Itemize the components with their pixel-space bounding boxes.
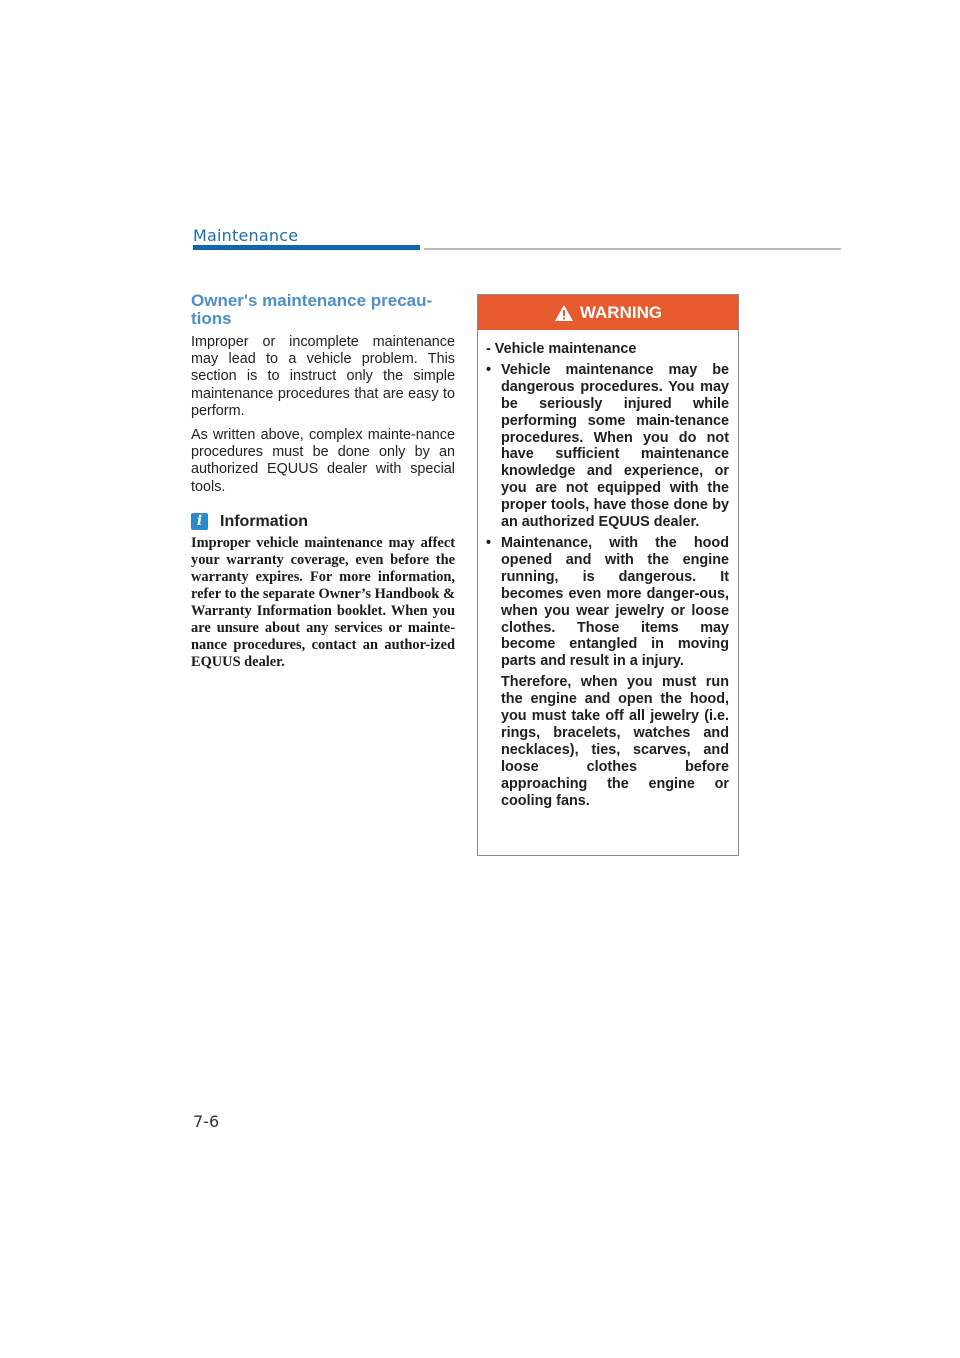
bullet-icon: •: [486, 534, 492, 551]
warning-continuation: Therefore, when you must run the engine and open the hood, you must take off all jewelry (i.e. rings, bracelets, watches and necklaces), ties, scarves, and loose clothes before approaching the engine or cooling fans.: [501, 674, 729, 809]
warning-bullet-text: Vehicle maintenance may be dangerous procedures. You may be seriously injured while performing some main-tenance procedures. When you do not have sufficient maintenance knowledge and experience, or you are not equipped with the proper tools, have those done by an authorized EQUUS dealer.: [501, 361, 729, 531]
warning-triangle-icon: [554, 304, 574, 322]
info-title: Information: [220, 512, 308, 530]
left-column: [191, 292, 455, 672]
info-text: Improper vehicle maintenance may affect your warranty coverage, even before the warranty expires. For more information, refer to the separate Owner’s Handbook & Warranty Information booklet. When you are unsure about any services or mainte-nance procedures, contact an author-ized EQUUS dealer.: [191, 534, 455, 671]
section-title-text: Owner's maintenance precau- tions: [191, 291, 433, 328]
warning-header: [478, 295, 738, 330]
warning-bullet-1: [486, 362, 729, 531]
warning-bullet-2: [486, 535, 729, 670]
body-paragraph-1: Improper or incomplete maintenance may lead to a vehicle problem. This section is to instruct only the simple maintenance procedures that are easy to perform.: [191, 334, 455, 419]
info-icon: i: [191, 513, 208, 530]
body-paragraph-2: As written above, complex mainte-nance procedures must be done only by an authorized EQUUS dealer with special tools.: [191, 427, 455, 495]
header-section-title: Maintenance: [193, 226, 299, 245]
warning-bullet-text: Maintenance, with the hood opened and with the engine running, is dangerous. It becomes even more danger-ous, when you wear jewelry or loose clothes. Those items may become entangled in moving parts and result in a injury.: [501, 534, 729, 670]
section-title: [191, 292, 455, 328]
header-rule: [424, 248, 841, 250]
header-rule-accent: [193, 245, 420, 250]
warning-body: [478, 330, 738, 809]
page-number: 7-6: [193, 1112, 220, 1131]
warning-intro: - Vehicle maintenance: [486, 341, 637, 357]
warning-title: WARNING: [579, 302, 663, 322]
bullet-icon: •: [486, 361, 492, 378]
warning-box: [477, 294, 739, 856]
info-heading: [191, 513, 455, 531]
